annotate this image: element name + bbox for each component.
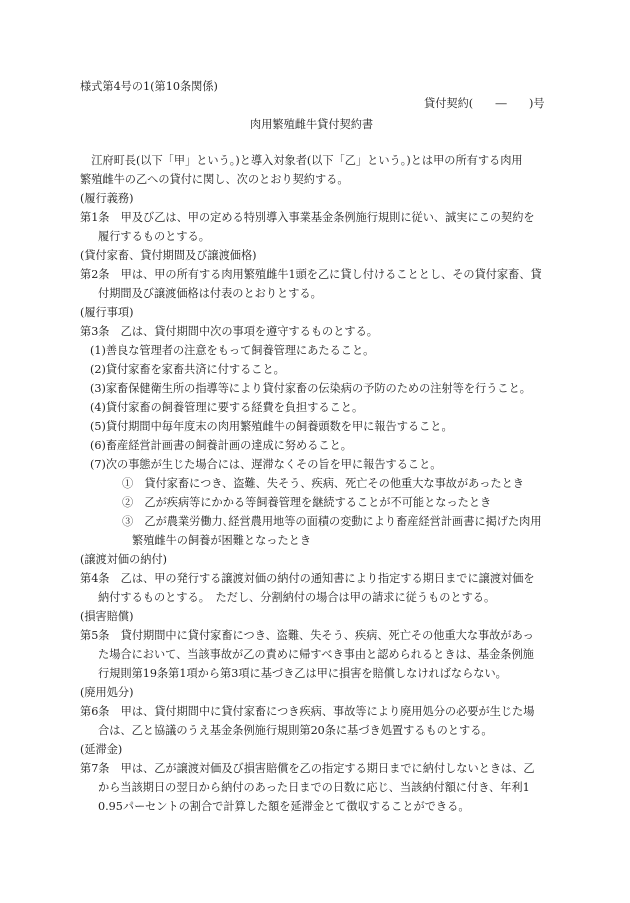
article-3-subitem: ③ 乙が農業労働力､経営農用地等の面積の変動により畜産経営計画書に掲げた肉用 (122, 515, 542, 528)
article-7-text: 第7条 甲は、乙が譲渡対価及び損害賠償を乙の指定する期日までに納付しないときは、乙 (80, 762, 535, 775)
article-3-item: (2)貸付家畜を家畜共済に付すること。 (90, 363, 285, 376)
article-3-item: (4)貸付家畜の飼養管理に要する経費を負担すること。 (90, 401, 364, 414)
contract-number: 貸付契約( ― )号 (424, 97, 545, 110)
article-4-heading: (譲渡対価の納付) (80, 553, 168, 566)
form-label: 様式第4号の1(第10条関係) (80, 80, 218, 93)
article-1-text: 履行するものとする。 (98, 230, 210, 243)
article-3-item: (3)家畜保健衛生所の指導等により貸付家畜の伝染病の予防のための注射等を行うこと。 (90, 382, 531, 395)
article-3-item: (7)次の事態が生じた場合には、遅滞なくその旨を甲に報告すること。 (90, 458, 442, 471)
article-5-text: 第5条 貸付期間中に貸付家畜につき、盗難、失そう、疾病、死亡その他重大な事故があっ (80, 629, 534, 642)
article-3-item: (1)善良な管理者の注意をもって飼養管理にあたること。 (90, 344, 375, 357)
article-4-text: 納付するものとする。 ただし、分割納付の場合は甲の請求に従うものとする。 (98, 591, 496, 604)
article-7-text: から当該期日の翌日から納付のあった日までの日数に応じ、当該納付額に付き、年利1 (98, 781, 530, 794)
article-6-heading: (廃用処分) (80, 686, 134, 699)
article-7-text: 0.95パーセントの割合で計算した額を延滞金とて徴収することができる。 (98, 800, 470, 813)
article-1-text: 第1条 甲及び乙は、甲の定める特別導入事業基金条例施行規則に従い、誠実にこの契約を (80, 211, 535, 224)
article-3-item: (5)貸付期間中毎年度末の肉用繁殖雌牛の飼養頭数を甲に報告すること。 (90, 420, 453, 433)
article-3-heading: (履行事項) (80, 306, 134, 319)
intro-line: 繁殖雌牛の乙への貸付に関し、次のとおり契約する。 (80, 173, 349, 186)
article-5-text: 行規則第19条第1項から第3項に基づき乙は甲に損害を賠償しなければならない。 (98, 667, 507, 680)
article-2-text: 付期間及び譲渡価格は付表のとおりとする。 (98, 287, 322, 300)
article-2-heading: (貸付家畜、貸付期間及び譲渡価格) (80, 249, 257, 262)
article-5-text: た場合において、当該事故が乙の責めに帰すべき事由と認められるときは、基金条例施 (98, 648, 534, 661)
article-2-text: 第2条 甲は、甲の所有する肉用繁殖雌牛1頭を乙に貸し付けることとし、その貸付家畜、貸 (80, 268, 542, 281)
article-3-subitem: 繁殖雌牛の飼養が困難となったとき (132, 534, 312, 547)
article-5-heading: (損害賠償) (80, 610, 134, 623)
article-4-text: 第4条 乙は、甲の発行する譲渡対価の納付の通知書により指定する期日までに譲渡対価を (80, 572, 535, 585)
article-6-text: 合は、乙と協議のうえ基金条例施行規則第20条に基づき処置するものとする。 (98, 724, 493, 737)
intro-line: 江府町長(以下「甲」という。)と導入対象者(以下「乙」という。)とは甲の所有する肉用 (80, 154, 523, 167)
article-7-heading: (延滞金) (80, 743, 123, 756)
article-1-heading: (履行義務) (80, 192, 134, 205)
article-3-subitem: ② 乙が疾病等にかかる等飼養管理を継続することが不可能となったとき (122, 496, 492, 509)
document-title: 肉用繁殖雌牛貸付契約書 (250, 118, 374, 131)
article-3-text: 第3条 乙は、貸付期間中次の事項を遵守するものとする。 (80, 325, 378, 338)
article-3-subitem: ① 貸付家畜につき、盗難、失そう、疾病、死亡その他重大な事故があったとき (122, 477, 524, 490)
article-6-text: 第6条 甲は、貸付期間中に貸付家畜につき疾病、事故等により廃用処分の必要が生じた場 (80, 705, 535, 718)
article-3-item: (6)畜産経営計画書の飼養計画の達成に努めること。 (90, 439, 352, 452)
